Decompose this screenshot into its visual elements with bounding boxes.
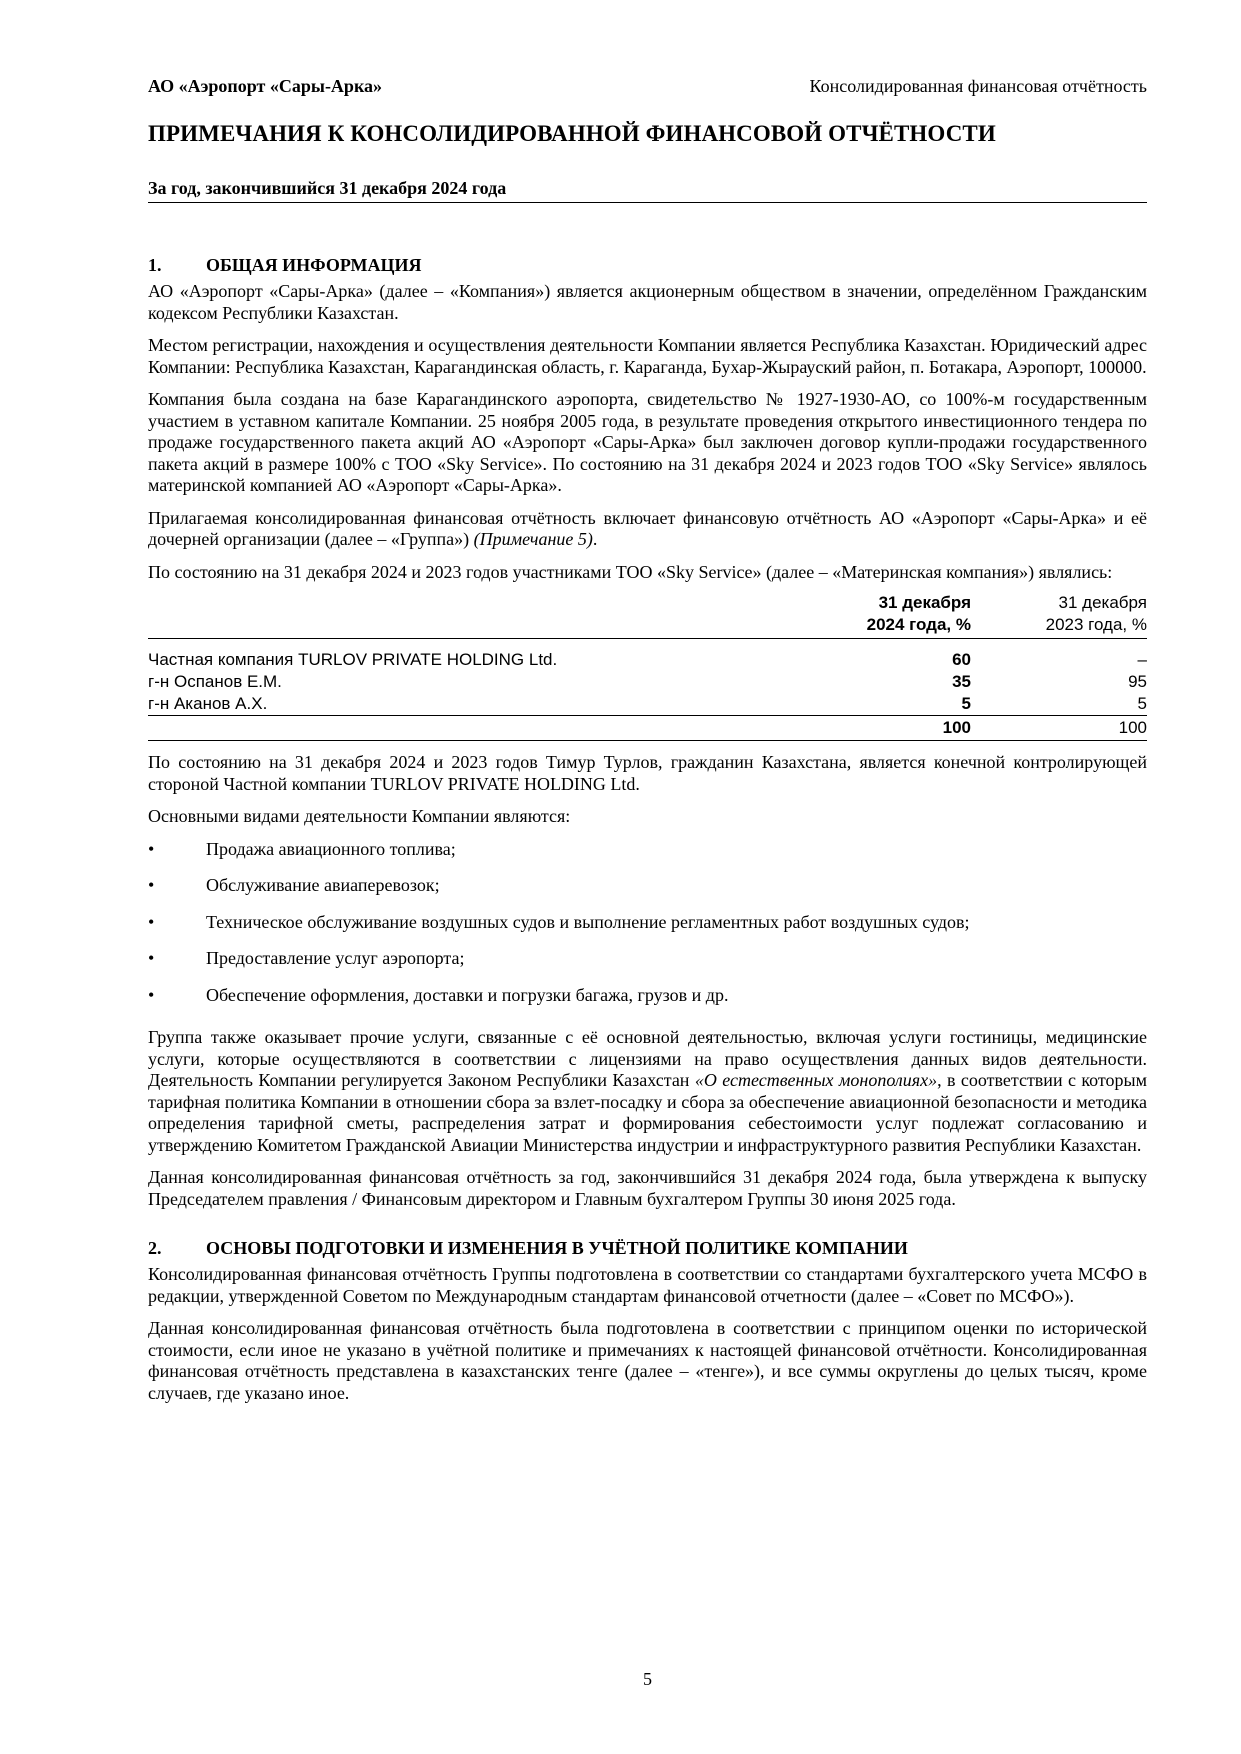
section-2-title: ОСНОВЫ ПОДГОТОВКИ И ИЗМЕНЕНИЯ В УЧЁТНОЙ ПОЛИТИКЕ КОМПАНИИ (206, 1238, 908, 1259)
list-item (148, 985, 1147, 1022)
total-2023: 100 (1118, 718, 1147, 737)
section-1-para-4 (148, 508, 1147, 551)
activity-text: Техническое обслуживание воздушных судов и выполнение регламентных работ воздушных судов; (206, 911, 970, 932)
reporting-period: За год, закончившийся 31 декабря 2024 года (148, 178, 507, 198)
table-row (148, 671, 1147, 693)
document-body (148, 254, 1147, 1415)
section-1-para-2: Местом регистрации, нахождения и осуществления деятельности Компании является Республика Казахстан. Юридический адрес Компании: Республика Казахстан, Карагандинская область, г. Караганда, Бухар-Жырауский район, п. Ботакара, Аэропорт, 100000. (148, 335, 1147, 377)
bullet-icon: • (148, 948, 155, 969)
law-title: «О естественных монополиях» (694, 1070, 938, 1091)
header-2024: 31 декабря 2024 года, % (866, 593, 971, 634)
page-number: 5 (643, 1669, 652, 1689)
table-header (148, 592, 1147, 639)
section-1-para-7: Основными видами деятельности Компании являются: (148, 806, 571, 826)
list-item (148, 948, 1147, 985)
section-2-number: 2. (148, 1238, 162, 1259)
table-row (148, 649, 1147, 671)
share-2023: – (1137, 650, 1147, 669)
section-2-para-1: Консолидированная финансовая отчётность Группы подготовлена в соответствии со стандартами бухгалтерского учета МСФО в редакции, утвержденной Советом по Международным стандартам финансовой отчетности (далее – «Совет по МСФО»). (148, 1264, 1147, 1306)
list-item (148, 912, 1147, 949)
note-reference: (Примечание 5) (473, 529, 593, 549)
section-2-heading (148, 1237, 1147, 1259)
shareholder-name: Частная компания TURLOV PRIVATE HOLDING Ltd. (148, 650, 558, 669)
shareholder-name: г-н Оспанов Е.М. (148, 672, 282, 691)
para-4-end: . (592, 529, 598, 549)
share-2024: 60 (952, 650, 971, 669)
section-2-para-2: Данная консолидированная финансовая отчётность была подготовлена в соответствии с принципом оценки по исторической стоимости, если иное не указано в учётной политике и примечаниях к настоящей финансовой отчётности. Консолидированная финансовая отчётность представлена в казахстанских тенге (далее – «тенге»), и все суммы округлены до целых тысяч, кроме случаев, где указано иное. (148, 1318, 1147, 1403)
bullet-icon: • (148, 911, 155, 932)
share-2023: 5 (1137, 694, 1147, 713)
para-8-text-b: , в соответствии с которым тарифная политика Компании в отношении сбора за взлет-посадку и сбора за обеспечение авиационной безопасности и методика определения тарифной сметы, распределения затрат и формирования себестоимости услуг подлежат согласованию и утверждению Комитетом Гражданской Авиации Министерства индустрии и инфраструктурного развития Республики Казахстан. (148, 1070, 1148, 1155)
header-rule (148, 202, 1147, 203)
activity-text: Предоставление услуг аэропорта; (206, 948, 465, 969)
section-1-heading (148, 254, 1147, 276)
section-1-number: 1. (148, 255, 162, 275)
shareholder-name: г-н Аканов А.Х. (148, 694, 268, 713)
section-1-para-3: Компания была создана на базе Карагандинского аэропорта, свидетельство № 1927-1930-АО, со 100%-м государственным участием в уставном капитале Компании. 25 ноября 2005 года, в результате проведения открытого инвестиционного тендера по продаже государственного пакета акций АО «Аэропорт «Сары-Арка» был заключен договор купли-продажи государственного пакета акций в размере 100% с ТОО «Sky Service». По состоянию на 31 декабря 2024 и 2023 годов ТОО «Sky Service» являлось материнской компанией АО «Аэропорт «Сары-Арка». (148, 389, 1147, 495)
section-1-para-6: По состоянию на 31 декабря 2024 и 2023 годов Тимур Турлов, гражданин Казахстана, является конечной контролирующей стороной Частной компании TURLOV PRIVATE HOLDING Ltd. (148, 752, 1147, 794)
header-company: АО «Аэропорт «Сары-Арка» (148, 76, 383, 96)
activity-text: Обслуживание авиаперевозок; (206, 875, 440, 896)
activity-text: Обеспечение оформления, доставки и погрузки багажа, грузов и др. (206, 984, 729, 1005)
header-doc-type: Консолидированная финансовая отчётность (809, 76, 1147, 96)
share-2024: 35 (952, 672, 971, 691)
list-item (148, 875, 1147, 912)
section-1-para-1: АО «Аэропорт «Сары-Арка» (далее – «Компания») является акционерным обществом в значении, определённом Гражданским кодексом Республики Казахстан. (148, 281, 1147, 323)
running-header (148, 76, 1147, 100)
table-total-row (148, 715, 1147, 741)
table-row (148, 693, 1147, 715)
section-1-title: ОБЩАЯ ИНФОРМАЦИЯ (206, 255, 422, 275)
activity-text: Продажа авиационного топлива; (206, 838, 456, 859)
activities-list (148, 839, 1147, 1022)
bullet-icon: • (148, 984, 155, 1005)
page-title: ПРИМЕЧАНИЯ К КОНСОЛИДИРОВАННОЙ ФИНАНСОВОЙ ОТЧЁТНОСТИ (148, 121, 996, 146)
bullet-icon: • (148, 875, 155, 896)
bullet-icon: • (148, 838, 155, 859)
para-4-text: Прилагаемая консолидированная финансовая отчётность включает финансовую отчётность АО «Аэропорт «Сары-Арка» и её дочерней организации (далее – «Группа») (148, 507, 1147, 549)
total-2024: 100 (942, 718, 971, 737)
shareholders-table (148, 592, 1147, 741)
share-2024: 5 (961, 694, 971, 713)
list-item (148, 839, 1147, 876)
section-1-para-5: По состоянию на 31 декабря 2024 и 2023 годов участниками ТОО «Sky Service» (далее – «Материнская компания») являлись: (148, 561, 1113, 582)
header-2023: 31 декабря 2023 года, % (1045, 593, 1147, 634)
section-1-para-9: Данная консолидированная финансовая отчётность за год, закончившийся 31 декабря 2024 года, была утверждена к выпуску Председателем правления / Финансовым директором и Главным бухгалтером Группы 30 июня 2025 года. (148, 1167, 1147, 1209)
para-8-text-a: Группа также оказывает прочие услуги, связанные с её основной деятельностью, включая услуги гостиницы, медицинские услуги, которые осуществляются в соответствии с лицензиями на право осуществления данных видов деятельности. Деятельность Компании регулируется Законом Республики Казахстан (148, 1027, 1147, 1091)
section-1-para-8 (148, 1027, 1147, 1156)
share-2023: 95 (1128, 672, 1147, 691)
